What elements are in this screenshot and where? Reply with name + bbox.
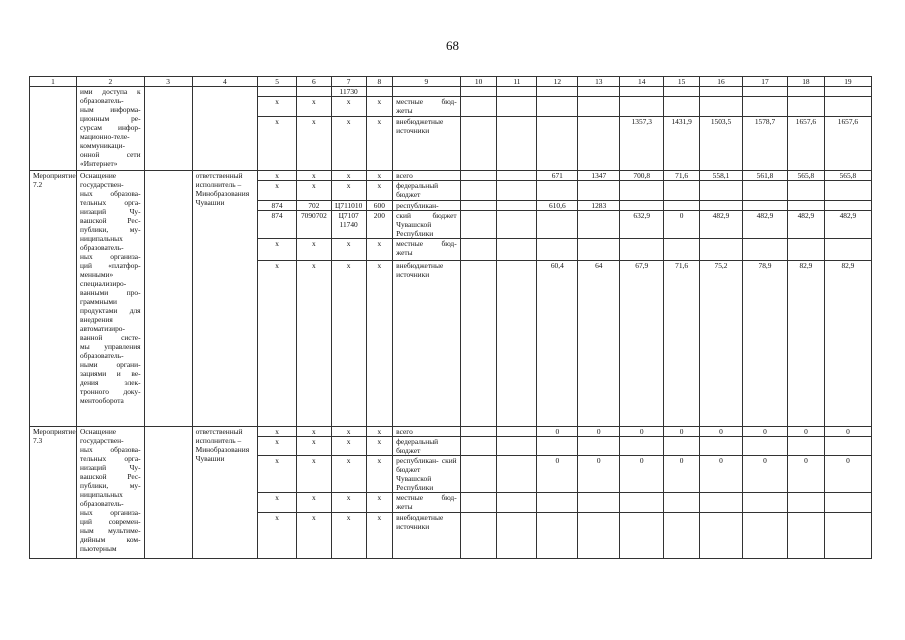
header-cell: 4: [192, 77, 257, 87]
text-line: низаций Чу-: [80, 207, 141, 216]
value-cell: [700, 97, 743, 117]
value-cell: [700, 513, 743, 559]
text-line: ванными про-: [80, 288, 141, 297]
code-cell-c6: x: [296, 239, 331, 261]
code-cell-c5: x: [258, 181, 297, 201]
text-line: менными»: [80, 270, 114, 279]
header-cell: 1: [30, 77, 77, 87]
value-cell: [664, 181, 700, 201]
value-cell: 71,6: [664, 171, 700, 181]
value-cell: [788, 181, 825, 201]
text-line: ными органи-: [80, 360, 141, 369]
empty-cell-10: [460, 211, 497, 239]
text-line: ных организа-: [80, 252, 141, 261]
empty-cell-10: [460, 513, 497, 559]
text-line: граммными: [80, 297, 117, 306]
funding-source-cell: республикан- ский бюджет Чувашской Республики: [393, 456, 461, 493]
value-cell: [664, 239, 700, 261]
text-line: «Интернет»: [80, 159, 118, 168]
empty-cell-10: [460, 87, 497, 97]
code-cell-c5: x: [258, 513, 297, 559]
value-cell: [578, 493, 620, 513]
value-cell: [537, 493, 578, 513]
header-cell: 8: [366, 77, 393, 87]
empty-cell-11: [497, 117, 537, 171]
value-cell: 75,2: [700, 261, 743, 427]
empty-cell-10: [460, 261, 497, 427]
value-cell: [664, 437, 700, 456]
code-cell-c6: x: [296, 171, 331, 181]
value-cell: [537, 437, 578, 456]
code-cell-c5: x: [258, 437, 297, 456]
funding-source-cell: местные бюд- жеты: [393, 239, 461, 261]
text-line: коммуникаци-: [80, 141, 125, 150]
empty-cell-10: [460, 437, 497, 456]
empty-cell-11: [497, 427, 537, 437]
code-cell-c8: x: [366, 181, 393, 201]
value-cell: [788, 201, 825, 211]
value-cell: [664, 87, 700, 97]
text-line: тельных орга-: [80, 198, 141, 207]
text-line: ций современ-: [80, 517, 141, 526]
value-cell: 0: [620, 427, 664, 437]
empty-cell-10: [460, 427, 497, 437]
text-line: низаций Чу-: [80, 463, 141, 472]
code-cell-c6: x: [296, 513, 331, 559]
value-cell: [700, 201, 743, 211]
measure-description-cell: [77, 171, 145, 427]
value-cell: [824, 513, 871, 559]
value-cell: 0: [788, 456, 825, 493]
empty-cell-10: [460, 239, 497, 261]
text-line: внедрения: [80, 315, 113, 324]
value-cell: 67,9: [620, 261, 664, 427]
value-cell: 558,1: [700, 171, 743, 181]
empty-cell-11: [497, 239, 537, 261]
text-line: специализиро-: [80, 279, 127, 288]
value-cell: 632,9: [620, 211, 664, 239]
value-cell: 64: [578, 261, 620, 427]
text-line: тронного доку-: [80, 387, 141, 396]
measure-name-cell: [30, 87, 77, 171]
value-cell: [620, 437, 664, 456]
value-cell: 482,9: [824, 211, 871, 239]
value-cell: [664, 493, 700, 513]
text-line: ниципальных: [80, 490, 123, 499]
value-cell: 610,6: [537, 201, 578, 211]
value-cell: 0: [537, 427, 578, 437]
header-cell: 11: [497, 77, 537, 87]
text-line: ных образова-: [80, 189, 141, 198]
empty-cell-10: [460, 117, 497, 171]
empty-cell-11: [497, 493, 537, 513]
funding-source-cell: всего: [393, 427, 461, 437]
header-cell: 2: [77, 77, 145, 87]
text-line: образователь-: [80, 243, 124, 252]
value-cell: [578, 87, 620, 97]
value-cell: [742, 239, 787, 261]
value-cell: 700,8: [620, 171, 664, 181]
value-cell: [578, 97, 620, 117]
text-line: образователь-: [80, 351, 124, 360]
text-line: ций «платфор-: [80, 261, 141, 270]
text-line: государствен-: [80, 180, 124, 189]
value-cell: [700, 437, 743, 456]
empty-cell-11: [497, 181, 537, 201]
value-cell: 0: [664, 456, 700, 493]
value-cell: [788, 513, 825, 559]
value-cell: 0: [664, 211, 700, 239]
value-cell: [537, 211, 578, 239]
text-line: ниципальных: [80, 234, 123, 243]
measure-description-cell: [77, 427, 145, 559]
value-cell: 1657,6: [824, 117, 871, 171]
value-cell: 482,9: [742, 211, 787, 239]
value-cell: [620, 87, 664, 97]
text-line: публики, му-: [80, 481, 141, 490]
code-cell-c5: x: [258, 171, 297, 181]
code-cell-c6: x: [296, 456, 331, 493]
value-cell: 1347: [578, 171, 620, 181]
code-cell-c8: x: [366, 456, 393, 493]
text-line: продуктами для: [80, 306, 141, 315]
code-cell-c6: x: [296, 437, 331, 456]
value-cell: [742, 201, 787, 211]
header-cell: 14: [620, 77, 664, 87]
code-cell-c5: x: [258, 427, 297, 437]
text-line: пьютерным: [80, 544, 117, 553]
measure-name-cell: Мероприятие 7.3: [30, 427, 77, 559]
header-cell: 19: [824, 77, 871, 87]
value-cell: 561,8: [742, 171, 787, 181]
code-cell-c7: x: [331, 97, 366, 117]
empty-cell-11: [497, 261, 537, 427]
text-line: Оснащение: [80, 171, 117, 180]
value-cell: [824, 239, 871, 261]
funding-source-cell: внебюджетные источники: [393, 261, 461, 427]
empty-cell-11: [497, 211, 537, 239]
value-cell: 482,9: [788, 211, 825, 239]
value-cell: 82,9: [824, 261, 871, 427]
text-line: зациями и ве-: [80, 369, 141, 378]
funding-source-cell: местные бюд- жеты: [393, 97, 461, 117]
value-cell: 1283: [578, 201, 620, 211]
text-line: дийным ком-: [80, 535, 141, 544]
value-cell: [742, 437, 787, 456]
value-cell: 482,9: [700, 211, 743, 239]
header-cell: 10: [460, 77, 497, 87]
value-cell: [620, 239, 664, 261]
value-cell: [824, 97, 871, 117]
code-cell-c7: Ц7107 11740: [331, 211, 366, 239]
code-cell-c8: x: [366, 261, 393, 427]
col3-cell: [144, 171, 192, 427]
value-cell: [620, 97, 664, 117]
value-cell: [537, 117, 578, 171]
value-cell: [824, 437, 871, 456]
value-cell: 0: [700, 456, 743, 493]
empty-cell-11: [497, 87, 537, 97]
code-cell-c7: x: [331, 437, 366, 456]
table-row: [30, 171, 872, 181]
value-cell: [620, 201, 664, 211]
empty-cell-11: [497, 201, 537, 211]
value-cell: [788, 97, 825, 117]
value-cell: 0: [664, 427, 700, 437]
empty-cell-11: [497, 437, 537, 456]
code-cell-c5: 874: [258, 211, 297, 239]
funding-source-cell: внебюджетные источники: [393, 117, 461, 171]
header-cell: 18: [788, 77, 825, 87]
code-cell-c7: Ц711010: [331, 201, 366, 211]
value-cell: 1503,5: [700, 117, 743, 171]
code-cell-c5: x: [258, 97, 297, 117]
measure-name-cell: Мероприятие 7.2: [30, 171, 77, 427]
text-line: ционным ре-: [80, 114, 141, 123]
value-cell: [578, 117, 620, 171]
text-line: ментооборота: [80, 396, 124, 405]
value-cell: 0: [824, 456, 871, 493]
header-cell: 9: [393, 77, 461, 87]
value-cell: [824, 181, 871, 201]
code-cell-c7: x: [331, 239, 366, 261]
empty-cell-10: [460, 171, 497, 181]
value-cell: [537, 87, 578, 97]
value-cell: [537, 239, 578, 261]
header-cell: 3: [144, 77, 192, 87]
code-cell-c8: x: [366, 117, 393, 171]
value-cell: 60,4: [537, 261, 578, 427]
value-cell: [578, 211, 620, 239]
value-cell: 78,9: [742, 261, 787, 427]
code-cell-c8: x: [366, 239, 393, 261]
measure-description-cell: [77, 87, 145, 171]
code-cell-c6: 7090702: [296, 211, 331, 239]
value-cell: [788, 239, 825, 261]
value-cell: 0: [537, 456, 578, 493]
code-cell-c6: x: [296, 97, 331, 117]
value-cell: [742, 513, 787, 559]
empty-cell-11: [497, 171, 537, 181]
code-cell-c6: x: [296, 427, 331, 437]
value-cell: [537, 513, 578, 559]
code-cell-c7: x: [331, 513, 366, 559]
code-cell-c8: x: [366, 171, 393, 181]
code-cell-c8: x: [366, 427, 393, 437]
funding-source-cell: внебюджетные источники: [393, 513, 461, 559]
text-line: дения элек-: [80, 378, 141, 387]
code-cell-c7: 11730: [331, 87, 366, 97]
value-cell: [700, 181, 743, 201]
code-cell-c6: 702: [296, 201, 331, 211]
value-cell: 0: [742, 456, 787, 493]
value-cell: [788, 87, 825, 97]
value-cell: 82,9: [788, 261, 825, 427]
code-cell-c7: x: [331, 117, 366, 171]
code-cell-c8: x: [366, 493, 393, 513]
code-cell-c8: [366, 87, 393, 97]
funding-source-cell: местные бюд- жеты: [393, 493, 461, 513]
value-cell: 1657,6: [788, 117, 825, 171]
text-line: ных образова-: [80, 445, 141, 454]
text-line: мы управления: [80, 342, 141, 351]
text-line: вашской Рес-: [80, 216, 141, 225]
funding-source-cell: федеральный бюджет: [393, 437, 461, 456]
code-cell-c6: x: [296, 181, 331, 201]
code-cell-c8: 600: [366, 201, 393, 211]
text-line: ных организа-: [80, 508, 141, 517]
value-cell: [537, 97, 578, 117]
code-cell-c8: x: [366, 97, 393, 117]
value-cell: [700, 493, 743, 513]
code-cell-c6: x: [296, 117, 331, 171]
code-cell-c5: x: [258, 117, 297, 171]
code-cell-c8: 200: [366, 211, 393, 239]
executor-cell: ответственный исполнитель – Минобразования Чувашии: [192, 171, 257, 427]
value-cell: 0: [578, 456, 620, 493]
header-cell: 7: [331, 77, 366, 87]
value-cell: [578, 239, 620, 261]
value-cell: [742, 97, 787, 117]
value-cell: [664, 97, 700, 117]
code-cell-c6: [296, 87, 331, 97]
text-line: Оснащение: [80, 427, 117, 436]
text-line: вашской Рес-: [80, 472, 141, 481]
header-cell: 5: [258, 77, 297, 87]
value-cell: [620, 181, 664, 201]
budget-table: [29, 76, 872, 559]
text-line: ими доступа к: [80, 87, 141, 96]
text-line: автоматизиро-: [80, 324, 125, 333]
value-cell: 0: [620, 456, 664, 493]
value-cell: [824, 87, 871, 97]
value-cell: [578, 437, 620, 456]
header-cell: 13: [578, 77, 620, 87]
value-cell: [620, 493, 664, 513]
empty-cell-10: [460, 493, 497, 513]
value-cell: [664, 513, 700, 559]
value-cell: [742, 181, 787, 201]
funding-source-cell: всего: [393, 171, 461, 181]
code-cell-c5: x: [258, 261, 297, 427]
value-cell: [700, 87, 743, 97]
value-cell: 0: [788, 427, 825, 437]
value-cell: [788, 437, 825, 456]
value-cell: [537, 181, 578, 201]
value-cell: [788, 493, 825, 513]
header-cell: 6: [296, 77, 331, 87]
code-cell-c5: x: [258, 493, 297, 513]
code-cell-c5: x: [258, 456, 297, 493]
code-cell-c7: x: [331, 181, 366, 201]
empty-cell-11: [497, 97, 537, 117]
value-cell: 71,6: [664, 261, 700, 427]
code-cell-c7: x: [331, 427, 366, 437]
code-cell-c7: x: [331, 171, 366, 181]
text-line: мационно-теле-: [80, 132, 130, 141]
value-cell: 565,8: [788, 171, 825, 181]
value-cell: [578, 181, 620, 201]
text-line: тельных орга-: [80, 454, 141, 463]
text-line: сурсам инфор-: [80, 123, 141, 132]
value-cell: 1578,7: [742, 117, 787, 171]
text-line: образователь-: [80, 96, 124, 105]
value-cell: 0: [742, 427, 787, 437]
executor-cell: ответственный исполнитель – Минобразования Чувашии: [192, 427, 257, 559]
funding-source-cell: ский бюджет Чувашской Республики: [393, 211, 461, 239]
value-cell: [664, 201, 700, 211]
text-line: государствен-: [80, 436, 124, 445]
text-line: ным мультиме-: [80, 526, 141, 535]
text-line: публики, му-: [80, 225, 141, 234]
funding-source-cell: [393, 87, 461, 97]
value-cell: 0: [578, 427, 620, 437]
value-cell: [578, 513, 620, 559]
value-cell: 0: [700, 427, 743, 437]
code-cell-c6: x: [296, 493, 331, 513]
executor-cell: [192, 87, 257, 171]
text-line: ным информа-: [80, 105, 141, 114]
value-cell: [824, 201, 871, 211]
text-line: онной сети: [80, 150, 141, 159]
header-row: [30, 77, 872, 87]
header-cell: 17: [742, 77, 787, 87]
value-cell: [620, 513, 664, 559]
empty-cell-10: [460, 201, 497, 211]
code-cell-c7: x: [331, 493, 366, 513]
code-cell-c8: x: [366, 513, 393, 559]
header-cell: 12: [537, 77, 578, 87]
code-cell-c6: x: [296, 261, 331, 427]
text-line: образователь-: [80, 499, 124, 508]
empty-cell-10: [460, 97, 497, 117]
table-row: [30, 87, 872, 97]
header-cell: 16: [700, 77, 743, 87]
page-number: 68: [446, 38, 459, 53]
code-cell-c8: x: [366, 437, 393, 456]
empty-cell-10: [460, 456, 497, 493]
value-cell: 1431,9: [664, 117, 700, 171]
col3-cell: [144, 87, 192, 171]
funding-source-cell: федеральный бюджет: [393, 181, 461, 201]
value-cell: 671: [537, 171, 578, 181]
value-cell: [742, 493, 787, 513]
empty-cell-10: [460, 181, 497, 201]
code-cell-c5: 874: [258, 201, 297, 211]
text-line: ванной систе-: [80, 333, 141, 342]
col3-cell: [144, 427, 192, 559]
value-cell: [824, 493, 871, 513]
code-cell-c7: x: [331, 261, 366, 427]
value-cell: 0: [824, 427, 871, 437]
code-cell-c5: [258, 87, 297, 97]
table-row: [30, 427, 872, 437]
empty-cell-11: [497, 456, 537, 493]
empty-cell-11: [497, 513, 537, 559]
value-cell: [742, 87, 787, 97]
value-cell: 1357,3: [620, 117, 664, 171]
code-cell-c5: x: [258, 239, 297, 261]
value-cell: [700, 239, 743, 261]
code-cell-c7: x: [331, 456, 366, 493]
value-cell: 565,8: [824, 171, 871, 181]
funding-source-cell: республикан-: [393, 201, 461, 211]
header-cell: 15: [664, 77, 700, 87]
